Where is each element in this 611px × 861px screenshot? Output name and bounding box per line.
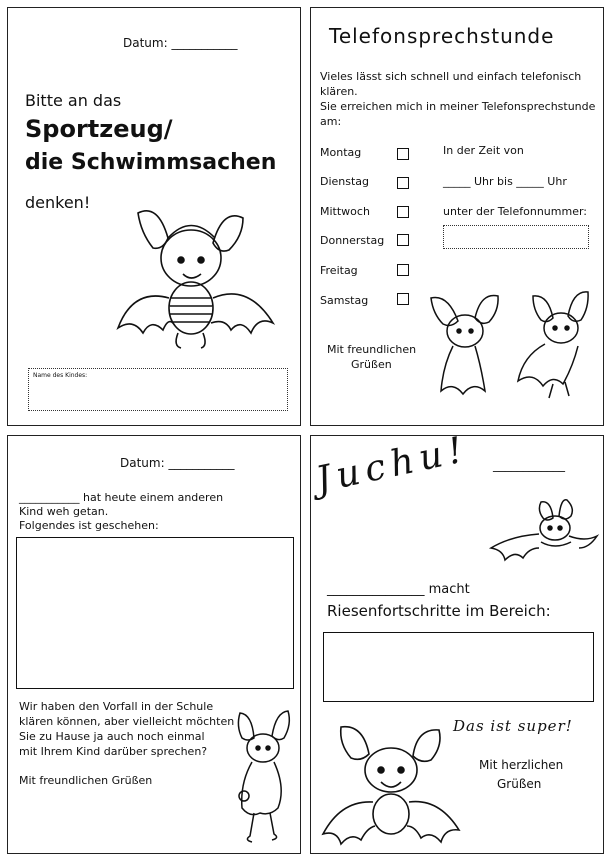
greeting: Mit freundlichen Grüßen — [19, 774, 153, 787]
reminder-line-2: Sportzeug/ — [25, 115, 173, 143]
day-label-mittwoch: Mittwoch — [320, 205, 370, 218]
name-line: ____________ — [493, 458, 565, 472]
intro-line-1: Vieles lässt sich schnell und einfach telefonisch — [320, 70, 582, 83]
day-label-freitag: Freitag — [320, 264, 358, 277]
incident-description-box[interactable] — [16, 537, 294, 689]
intro-line-4: am: — [320, 115, 342, 128]
date-label: Datum: ___________ — [120, 456, 235, 470]
checkbox-dienstag[interactable] — [397, 177, 409, 189]
incident-line-3: Folgendes ist geschehen: — [19, 519, 159, 532]
phone-label: unter der Telefonnummer: — [443, 205, 588, 218]
bat-flying-icon — [481, 496, 599, 576]
day-label-dienstag: Dienstag — [320, 175, 370, 188]
bat-standing-icon — [230, 708, 296, 848]
reminder-line-4: denken! — [25, 193, 91, 212]
progress-line-2: Riesenfortschritte im Bereich: — [327, 602, 551, 620]
title: Telefonsprechstunde — [329, 24, 555, 48]
intro-line-3: Sie erreichen mich in meiner Telefonsprechstunde — [320, 100, 596, 113]
praise-text: Das ist super! — [453, 717, 573, 735]
bat-pair-icon — [423, 286, 598, 406]
incident-line-2: Kind weh getan. — [19, 505, 109, 518]
phone-field[interactable] — [443, 225, 589, 249]
reminder-line-3: die Schwimmsachen — [25, 150, 277, 175]
paragraph-line-2: klären können, aber vielleicht möchten — [19, 715, 235, 728]
checkbox-mittwoch[interactable] — [397, 206, 409, 218]
greeting-line-2: Grüßen — [497, 777, 542, 791]
child-name-label: Name des Kindes: — [33, 372, 88, 379]
intro-line-2: klären. — [320, 85, 358, 98]
bat-swimmer-icon — [113, 188, 283, 353]
paragraph-line-3: Sie zu Hause ja auch noch einmal — [19, 730, 205, 743]
title: Juchu! — [312, 428, 473, 501]
time-label: In der Zeit von — [443, 144, 524, 157]
progress-line-1: _______________ macht — [327, 582, 470, 597]
card-vorfall — [7, 435, 301, 854]
card-sportzeug — [7, 7, 301, 426]
checkbox-montag[interactable] — [397, 148, 409, 160]
time-range-line: _____ Uhr bis _____ Uhr — [443, 175, 567, 188]
checkbox-freitag[interactable] — [397, 264, 409, 276]
checkbox-samstag[interactable] — [397, 293, 409, 305]
greeting-line-1: Mit herzlichen — [479, 758, 564, 772]
bat-waving-icon — [321, 722, 461, 850]
greeting-line-2: Grüßen — [351, 358, 392, 371]
incident-line-1: ___________ hat heute einem anderen — [19, 491, 224, 504]
progress-area-box[interactable] — [323, 632, 594, 702]
paragraph-line-1: Wir haben den Vorfall in der Schule — [19, 700, 214, 713]
date-label: Datum: ___________ — [123, 36, 238, 50]
greeting-line-1: Mit freundlichen — [327, 343, 417, 356]
day-label-samstag: Samstag — [320, 294, 369, 307]
day-label-montag: Montag — [320, 146, 362, 159]
child-name-field[interactable] — [28, 368, 288, 411]
day-label-donnerstag: Donnerstag — [320, 234, 385, 247]
checkbox-donnerstag[interactable] — [397, 234, 409, 246]
paragraph-line-4: mit Ihrem Kind darüber sprechen? — [19, 745, 208, 758]
reminder-line-1: Bitte an das — [25, 91, 122, 110]
card-juchu — [310, 428, 604, 854]
card-telefonsprechstunde — [310, 7, 604, 426]
